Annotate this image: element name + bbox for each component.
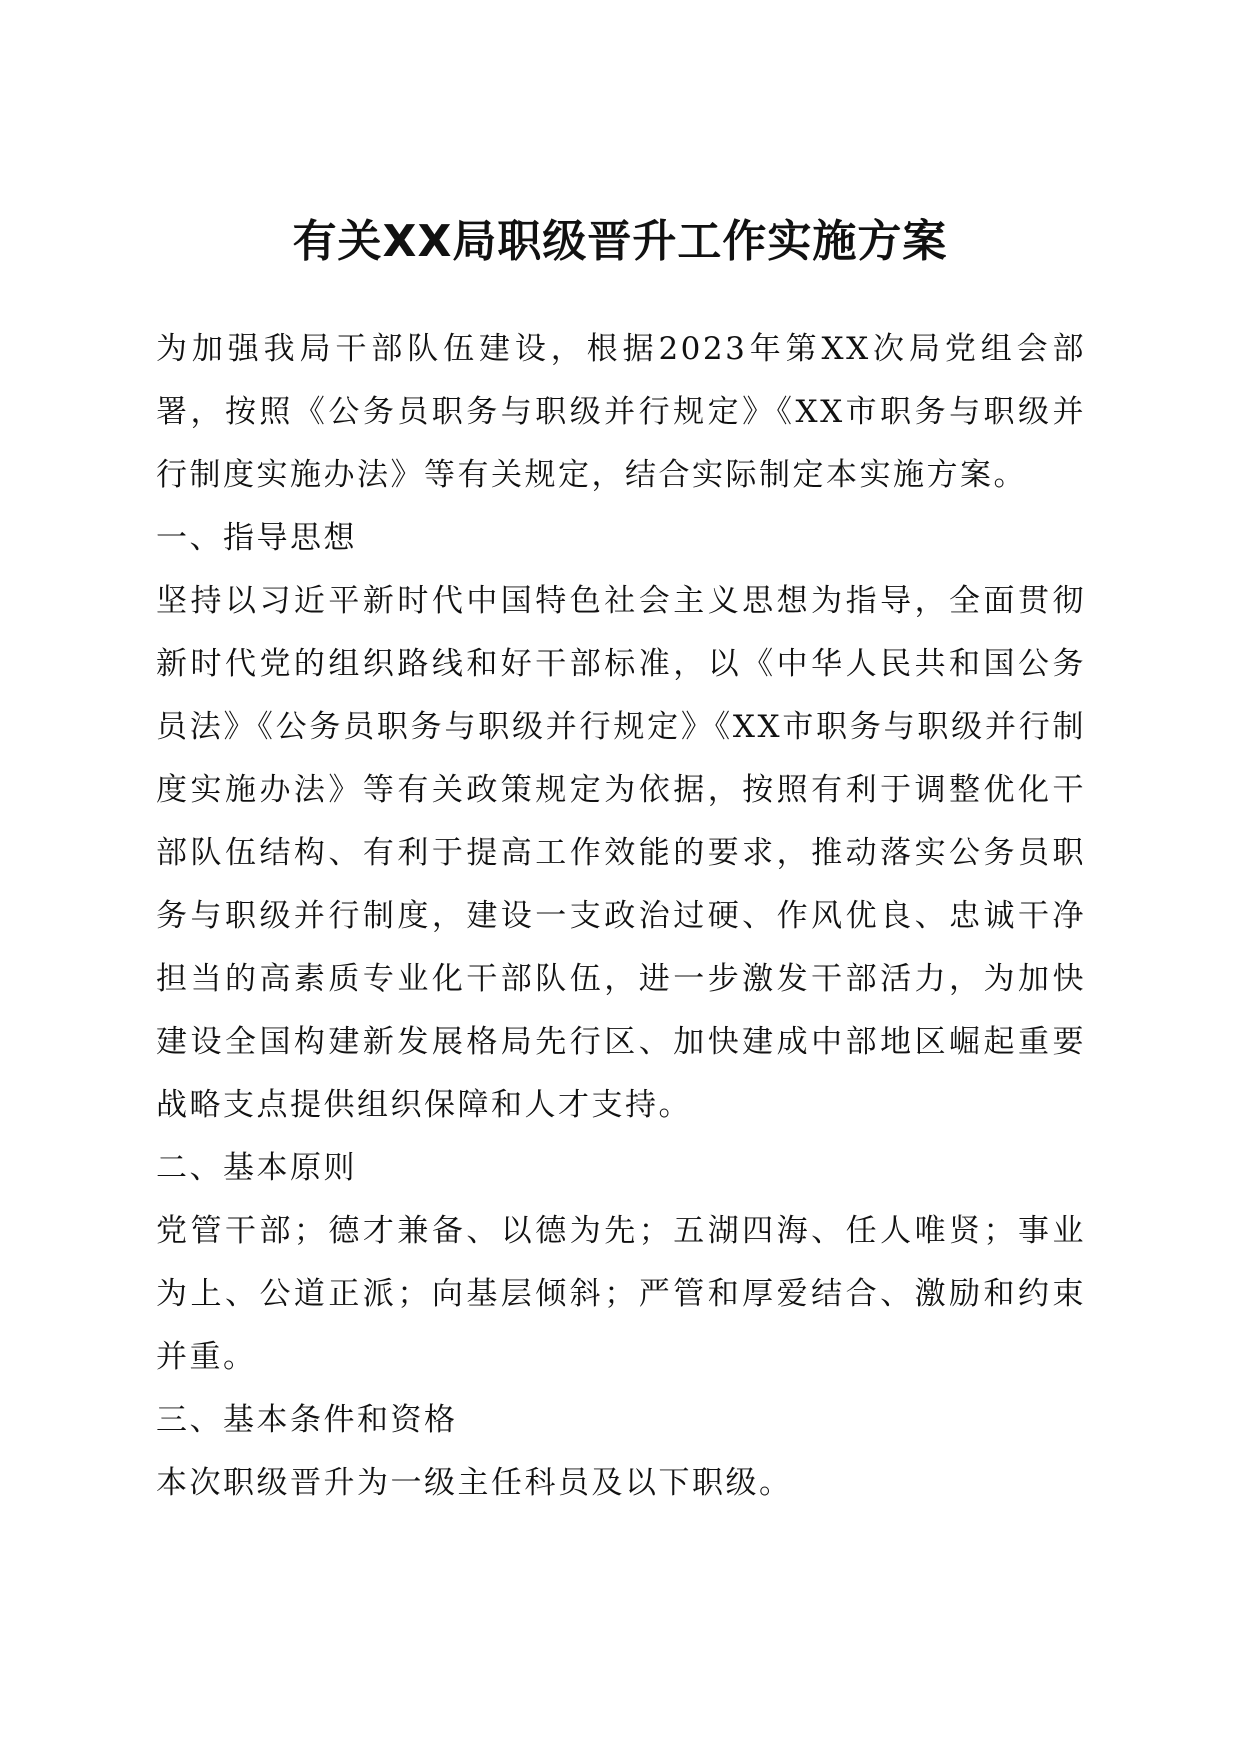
section-heading-guiding-ideology: 一、指导思想 [156, 520, 357, 556]
section-body-basic-principles: 党管干部；德才兼备、以德为先；五湖四海、任人唯贤；事业为上、公道正派；向基层倾斜；严管和厚爱结合、激励和约束并重。 [156, 1213, 1086, 1375]
section-body-conditions-qualifications: 本次职级晋升为一级主任科员及以下职级。 [156, 1465, 793, 1501]
document-title: 有关XX局职级晋升工作实施方案 [292, 216, 948, 267]
section-body-guiding-ideology: 坚持以习近平新时代中国特色社会主义思想为指导，全面贯彻新时代党的组织路线和好干部标准，以《中华人民共和国公务员法》《公务员职务与职级并行规定》《XX市职务与职级并行制度实施办法》等有关政策规定为依据，按照有利于调整优化干部队伍结构、有利于提高工作效能的要求，推动落实公务员职务与职级并行制度，建设一支政治过硬、作风优良、忠诚干净担当的高素质专业化干部队伍，进一步激发干部活力，为加快建设全国构建新发展格局先行区、加快建成中部地区崛起重要战略支点提供组织保障和人才支持。 [156, 583, 1086, 1123]
section-heading-basic-principles: 二、基本原则 [156, 1150, 357, 1186]
section-heading-conditions-qualifications: 三、基本条件和资格 [156, 1402, 458, 1438]
document-body [156, 318, 1086, 1515]
intro-paragraph: 为加强我局干部队伍建设，根据2023年第XX次局党组会部署，按照《公务员职务与职级并行规定》《XX市职务与职级并行制度实施办法》等有关规定，结合实际制定本实施方案。 [156, 331, 1086, 493]
